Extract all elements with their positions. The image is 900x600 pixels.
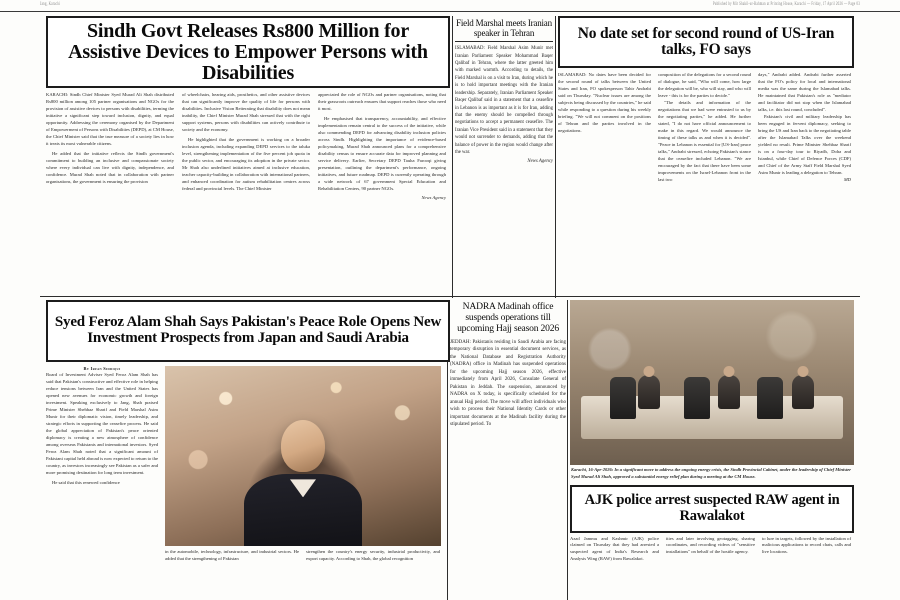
us-iran-headline-box bbox=[558, 16, 854, 68]
us-iran-col3-para2: Pakistan's civil and military leadership has been engaged in fervent diplomacy, seeking to bring the US and Iran back to the negotiating table after the Islamabad Talks over the weekend yielded no result. Prime Minister Shehbaz Sharif is on a four-day tour to Riyadh, Doha and Istanbul, while Chief of Defence Forces (CDF) and Chief of the Army Staff Field Marshal Syed Asim Munir is leading a delegation to Tehran. bbox=[758, 113, 851, 175]
us-iran-col2-para2: "The details and information of the negotiations that we had were entrusted to us by the negotiating parties," he added. He further stated, "I do not have official announcement to make in this regard. We would announce the timing of these talks as and when it is decided". "Peace in Lebanon is essential for [US-Iran] peace talks," Andrabi stressed, echoing Pakistan's stance that the ceasefire included Lebanon. "We are encouraged by the fact that there have been some improvements on the Israel-Lebanon front in the last two bbox=[658, 99, 751, 182]
photo-seat-2 bbox=[684, 377, 710, 419]
feroz-photo-undercolumns bbox=[165, 549, 441, 563]
right-bottom-block bbox=[570, 300, 854, 600]
feroz-portrait-photo bbox=[165, 366, 441, 546]
cm-house-meeting-photo bbox=[570, 300, 854, 465]
masthead-left-text: Jang, Karachi bbox=[40, 0, 61, 7]
sindh-credit: News Agency bbox=[421, 194, 446, 200]
column-divider-2 bbox=[555, 16, 556, 298]
sindh-col3-para2: He emphasised that transparency, accountability, and effective implementation remain central to the success of the initiative, while also commending DEPD for advancing disability inclusion policies across Sindh. Highlighting the importance of evidence-based policymaking, Murad Shah announced plans for a comprehensive disability census to ensure accurate data for improved planning and service delivery. Earlier, Secretary DEPD Tauha Farooqi giving presentation, outlining the department's performance, ongoing initiatives, and future roadmap. DEPD is currently operating through a wide network of 67 government Special Education and Rehabilitation Centers, 90 partner NGOs. bbox=[318, 115, 446, 191]
ajk-headline: AJK police arrest suspected RAW agent in Rawalakot bbox=[584, 492, 840, 524]
us-iran-credit: MD bbox=[843, 176, 851, 182]
sindh-col2-para1: of wheelchairs, hearing aids, prosthetics, and other assistive devices that can significantly improve the quality of life for persons with disabilities. Inclusive Vision Reiterating that disability does not mean inability, the Chief Minister Murad Shah stressed that with the right support systems, persons with disabilities can actively contribute to society and the economy. bbox=[182, 92, 310, 132]
ajk-column-2 bbox=[666, 536, 755, 564]
cm-house-photo-caption: Karachi, 16-Apr-2026: In a significant move to address the ongoing energy crisis, the Sindh Provincial Cabinet, under the leadership of Chief Minister Syed Murad Ali Shah, approved a substantial energy relief plan during a meeting at the CM House. bbox=[571, 467, 852, 479]
us-iran-column-1 bbox=[558, 72, 651, 184]
section-divider bbox=[40, 296, 860, 297]
top-section bbox=[0, 12, 900, 298]
feroz-col1-para2: He said that this renewed confidence bbox=[52, 479, 120, 485]
nadra-headline: NADRA Madinah office suspends operations till upcoming Hajj season 2026 bbox=[457, 301, 559, 334]
us-iran-body-columns bbox=[558, 72, 854, 184]
photo-person-1 bbox=[638, 375, 660, 409]
sindh-col2-para2: He highlighted that the government is working on a broader inclusion agenda, including expanding DEPD services to the taluka level, strengthening implementation of the five percent job quota in the public sector, and encouraging its adoption in the private sector. Mr Shah also underlined initiatives aimed at inclusive education, teacher capacity-building in collaboration with international partners, and enhanced coordination for autism rehabilitation centres across federal and provincial levels. The Chief Minister bbox=[182, 136, 310, 191]
feroz-headline: Syed Feroz Alam Shah Says Pakistan's Peace Role Opens New Investment Prospects from Japan and Saudi Arabia bbox=[54, 314, 442, 346]
us-iran-col2-para1: composition of the delegations for a second round of dialogue, he said, "Who will come, how large the delegation will be, who will stay, and who will leave - this is for the parties to decide." bbox=[658, 72, 751, 98]
ajk-col2: ities and later involving geotagging, sharing coordinates, and recording videos of "sensitive installations" on behalf of the hostile agency. bbox=[666, 535, 755, 555]
sindh-column-1 bbox=[46, 92, 174, 292]
sindh-col1-para2: He added that the initiative reflects the Sindh government's commitment to building an inclusive and compassionate society where every individual can live with dignity, independence, and confidence. Murad Shah noted that in collaboration with partner organisations, the government is ensuring the provision bbox=[46, 150, 174, 184]
story-feroz-alam-shah[interactable] bbox=[46, 300, 450, 600]
sindh-body-columns bbox=[46, 92, 450, 292]
sindh-headline-box bbox=[46, 16, 450, 88]
photo-person-3 bbox=[792, 375, 814, 409]
sindh-headline: Sindh Govt Releases Rs800 Million for Assistive Devices to Empower Persons with Disabilities bbox=[68, 19, 428, 84]
sindh-column-2 bbox=[182, 92, 310, 292]
field-marshal-credit: News Agency bbox=[527, 159, 553, 165]
nadra-body: JEDDAH: Pakistanis residing in Saudi Arabia are facing temporary disruption in essential document services, as the National Database and Registration Authority (NADRA) office in Madinah has suspended operations for the upcoming Hajj season 2026, effective immediately from April 2026, Consulate General of Pakistan in Jeddah. The suspension, announced by NADRA on X today, is specifically scheduled for the annual Hajj period. The move will affect individuals who wish to process their National Identity Cards or other important documents at the Madinah facility during the stipulated period. To bbox=[450, 339, 566, 428]
story-ajk-raw-agent[interactable] bbox=[570, 485, 854, 564]
feroz-column-3 bbox=[306, 549, 440, 563]
us-iran-col3-para1: days," Andrabi added. Andrabi further asserted that the FO's policy for local and international media was the same during the Islamabad talks. He maintained that Pakistan's role as "mediator and facilitator did not stop when the Islamabad talks, i.e. this last round, concluded". bbox=[758, 72, 851, 112]
photo-seat-1 bbox=[610, 377, 636, 419]
feroz-col1-para1: Board of Investment Adviser Syed Feroz Alam Shah has said that Pakistan's constructive and effective role in helping reduce tensions between Iran and the United States has opened new avenues for economic growth and foreign investment. Speaking exclusively to Jang, Shah praised Prime Minister Shehbaz Sharif and Field Marshal Asim Munir for their diplomatic vision, timely leadership, and strategic efforts in supporting the ceasefire process. He said the global appreciation of Pakistan's peace oriented diplomacy is creating a new atmosphere of confidence among overseas Pakistanis and international investors. Syed Feroz Alam Shah noted that a significant amount of Pakistani capital held abroad is now expected to return to the country, as investors increasingly see Pakistan as a safer and more promising destination for long term investment. bbox=[46, 372, 159, 475]
us-iran-col1: ISLAMABAD: No dates have been decided for the second round of talks between the United States and Iran, FO spokesperson Tahir Andrabi said on Thursday. "Nuclear issues are among the subjects being discussed by the countries," he said while responding to a question during his weekly briefing. "We will not comment on the positions of Tehran and the parties involved in the negotiations. bbox=[558, 72, 651, 133]
feroz-headline-box bbox=[46, 300, 450, 362]
ajk-col1: Azad Jammu and Kashmir (AJK) police claimed on Thursday that they had arrested a suspected agent of India's Research and Analysis Wing (RAW) from Rawalakot. bbox=[570, 535, 659, 562]
portrait-head-shape bbox=[281, 420, 325, 472]
ajk-column-3 bbox=[762, 536, 851, 564]
feroz-col2: in the automobile, technology, infrastructure, and industrial sectors. He added that the strengthening of Pakistan bbox=[165, 549, 299, 561]
field-marshal-rule bbox=[455, 41, 553, 42]
masthead-right-text: Published by Mir Shakil-ur-Rahman at Printing House, Karachi — Friday, 17 April 2026 — Page 03 bbox=[712, 0, 860, 7]
ajk-body-columns bbox=[570, 536, 854, 564]
field-marshal-body: ISLAMABAD: Field Marshal Asim Munir met Iranian Parliament Speaker Mohammad Baqer Qalibaf in Tehran, where the latter greeted him with marked warmth. According to details, the Field Marshal is on a visit to Iran, during which he is to hold important meetings with the Iranian leadership. Separately, Iranian Parliament Speaker Baqer Qalibaf said in a statement that a ceasefire in Lebanon is as important as it is for Iran, adding that the enemy should be compelled through negotiations to accept a permanent ceasefire. The Iranian Vice President said in a statement that they would not surrender to demands, adding that the balance of power in the region would change after the war. bbox=[455, 46, 553, 156]
bottom-section bbox=[0, 300, 900, 600]
feroz-column-1 bbox=[46, 366, 158, 563]
ajk-headline-box bbox=[570, 485, 854, 533]
ajk-column-1 bbox=[570, 536, 659, 564]
story-field-marshal-tehran[interactable] bbox=[455, 16, 553, 298]
feroz-lower-block bbox=[46, 366, 450, 563]
column-divider-4 bbox=[567, 300, 568, 600]
feroz-byline: By Irfan Siddiqui bbox=[83, 366, 121, 371]
sindh-col3-para1: appreciated the role of NGOs and partner organisations, noting that their grassroots outreach ensures that support reaches those who need it most. bbox=[318, 92, 446, 111]
field-marshal-headline: Field Marshal meets Iranian speaker in Tehran bbox=[456, 18, 552, 39]
story-us-iran-talks[interactable] bbox=[558, 16, 854, 298]
feroz-photo-wrap bbox=[165, 366, 441, 563]
us-iran-column-2 bbox=[658, 72, 751, 184]
sindh-col1-para1: KARACHI: Sindh Chief Minister Syed Murad Ali Shah distributed Rs800 million among 105 partner organisations and NGOs for the provision of assistive devices to persons with disabilities, terming the initiative a significant step toward inclusion, dignity, and equal opportunity. Addressing the ceremony organised by the Department of Empowerment of Persons with Disabilities (DEPD), at CM House, the Chief Minister said that the true measure of a society lies in how it treats its most vulnerable citizens. bbox=[46, 92, 174, 146]
us-iran-column-3 bbox=[758, 72, 851, 184]
masthead-strip bbox=[0, 0, 900, 12]
feroz-column-2 bbox=[165, 549, 299, 563]
us-iran-headline: No date set for second round of US-Iran talks, FO says bbox=[577, 24, 835, 58]
photo-person-2 bbox=[718, 375, 740, 409]
column-divider-1 bbox=[452, 16, 453, 298]
sindh-column-3 bbox=[318, 92, 446, 292]
photo-seat-3 bbox=[757, 377, 783, 419]
feroz-col3: strengthen the country's energy security, industrial productivity, and export capacity. According to Shah, the global recognition bbox=[306, 549, 440, 561]
story-sindh-assistive-devices[interactable] bbox=[46, 16, 450, 298]
ajk-col3: to lure in targets, followed by the installation of malicious applications to record chats, calls and live locations. bbox=[762, 535, 851, 555]
story-nadra-madinah[interactable] bbox=[450, 300, 566, 600]
